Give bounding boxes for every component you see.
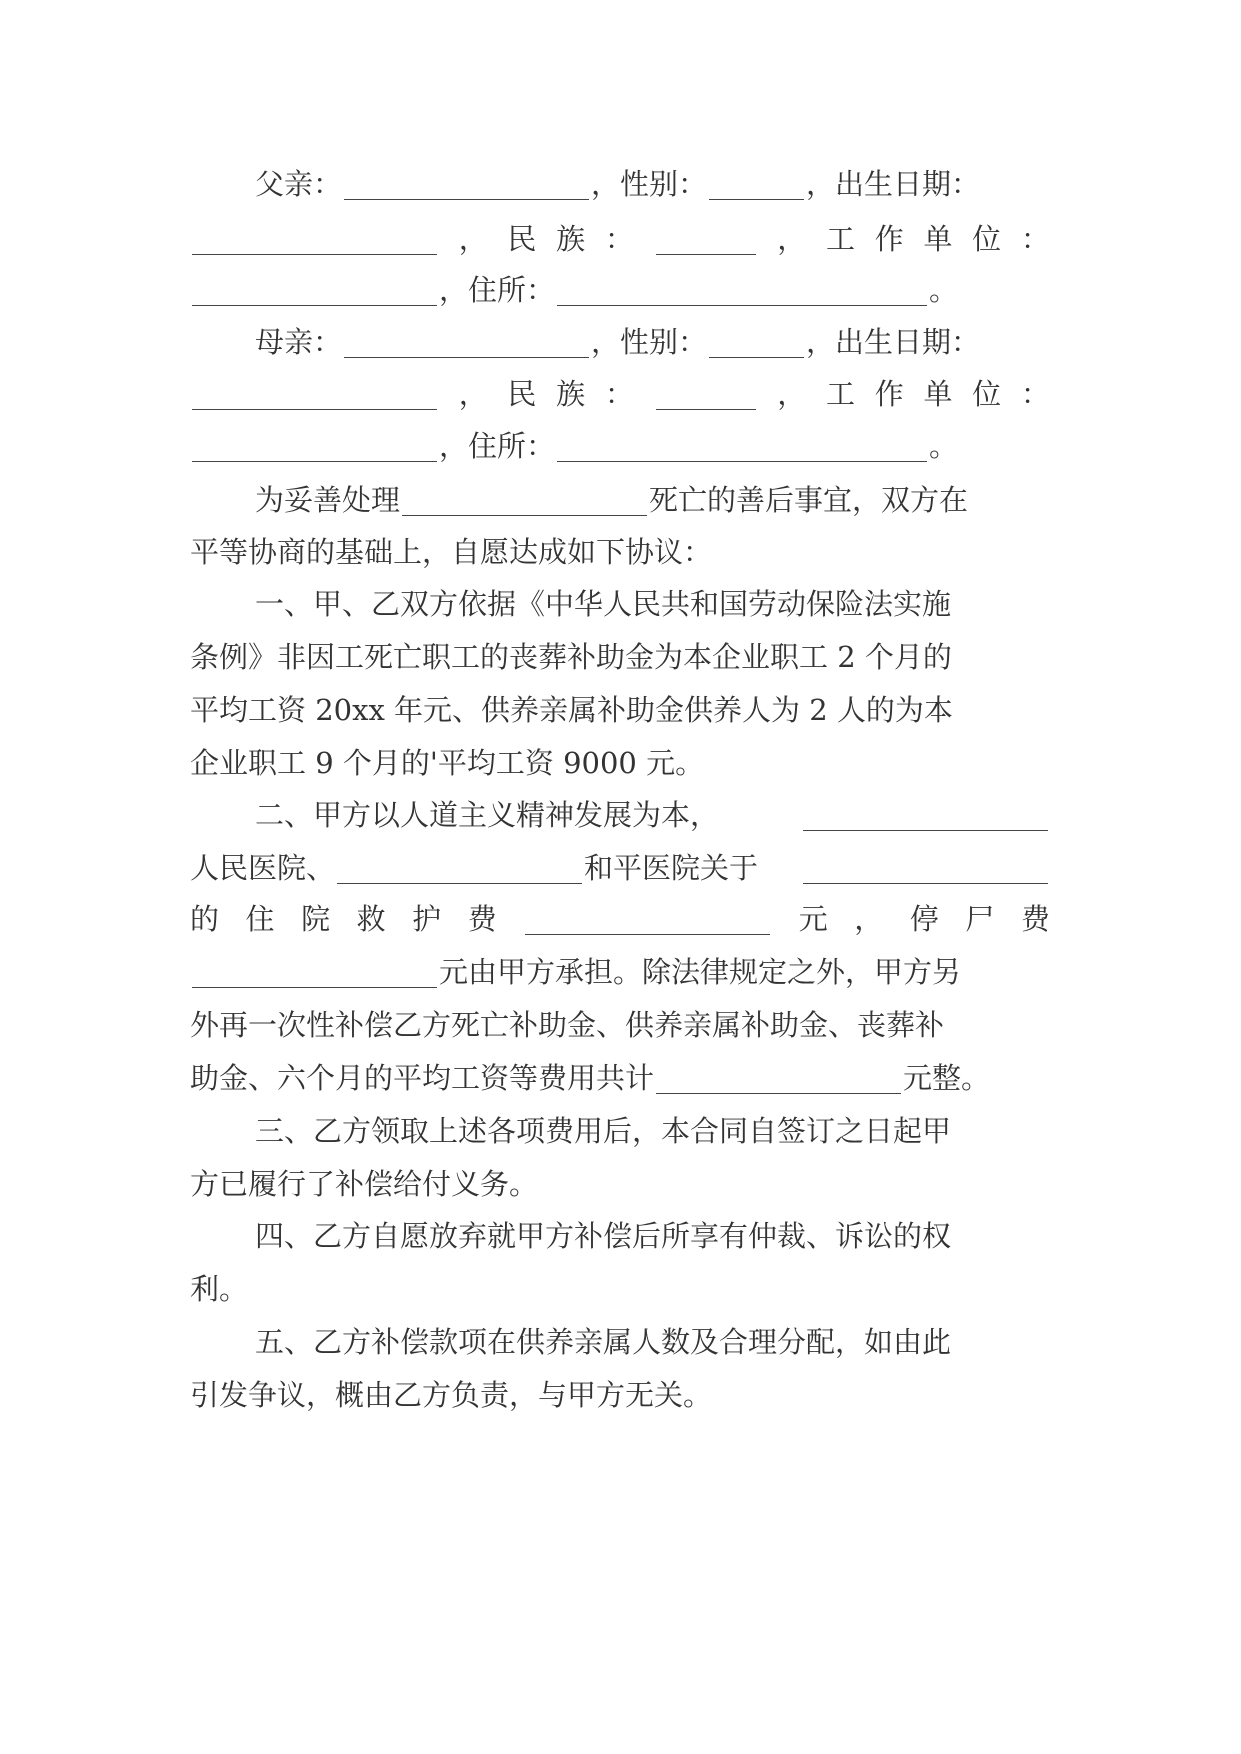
text: 作 xyxy=(874,377,904,411)
text: 引发争议，概由乙方负责，与甲方无关。 xyxy=(190,1378,713,1412)
clause2-line-6 xyxy=(190,1058,1050,1098)
father-line-3 xyxy=(190,270,1050,310)
clause1-line-4 xyxy=(190,743,1050,783)
mother-name-blank[interactable] xyxy=(344,327,589,358)
clause1-line-1 xyxy=(255,584,1050,624)
text: 利。 xyxy=(190,1272,249,1306)
text: 五、乙方补偿款项在供养亲属人数及合理分配，如由此 xyxy=(255,1325,952,1359)
father-address-label: ，住所： xyxy=(439,273,556,307)
mother-birth-label: ，出生日期： xyxy=(806,325,981,359)
text: 族 xyxy=(556,377,586,411)
text: 元由甲方承担。除法律规定之外，甲方另 xyxy=(439,955,962,989)
text: 企业职工 9 个月的'平均工资 9000 元。 xyxy=(190,746,705,780)
text: 助金、六个月的平均工资等费用共计 xyxy=(190,1061,655,1095)
text: 二、甲方以人道主义精神发展为本， xyxy=(255,798,720,832)
mother-birth-blank[interactable] xyxy=(192,379,437,410)
patient-name-blank[interactable] xyxy=(803,853,1048,884)
text: 费 xyxy=(1020,902,1050,936)
text: 为妥善处理 xyxy=(255,483,401,517)
text: 平等协商的基础上，自愿达成如下协议： xyxy=(190,535,713,569)
morgue-fee-blank[interactable] xyxy=(192,957,437,988)
mother-address-label: ，住所： xyxy=(439,429,556,463)
mother-line-2 xyxy=(190,374,1050,414)
father-label: 父亲： xyxy=(255,167,343,201)
text: 单 xyxy=(923,377,953,411)
text: ： xyxy=(1020,222,1050,256)
clause2-line-4 xyxy=(190,952,1050,992)
text: ， xyxy=(777,222,807,256)
text: 住 xyxy=(245,902,275,936)
clause5-line-2 xyxy=(190,1375,1050,1415)
text: 尸 xyxy=(965,902,995,936)
clause5-line-1 xyxy=(255,1322,1050,1362)
clause4-line-1 xyxy=(255,1216,1050,1256)
text: 院 xyxy=(301,902,331,936)
mother-line-3 xyxy=(190,426,1050,466)
text: ： xyxy=(604,222,634,256)
clause3-line-1 xyxy=(255,1111,1050,1151)
text: 三、乙方领取上述各项费用后，本合同自签订之日起甲 xyxy=(255,1114,952,1148)
father-gender-label: ，性别： xyxy=(591,167,708,201)
clause4-line-2 xyxy=(190,1269,1050,1309)
text: 平均工资 20xx 年元、供养亲属补助金供养人为 2 人的为本 xyxy=(190,693,953,727)
text: 单 xyxy=(923,222,953,256)
text: 作 xyxy=(874,222,904,256)
intro-line-2 xyxy=(190,532,1050,572)
mother-employer-blank[interactable] xyxy=(192,431,437,462)
text: 。 xyxy=(929,429,959,463)
clause1-line-3 xyxy=(190,690,1050,730)
text: 位 xyxy=(972,377,1002,411)
father-line-2 xyxy=(190,219,1050,259)
text: 工 xyxy=(826,222,856,256)
father-line-1 xyxy=(255,164,1050,204)
mother-gender-blank[interactable] xyxy=(709,327,804,358)
text: 外再一次性补偿乙方死亡补助金、供养亲属补助金、丧葬补 xyxy=(190,1008,945,1042)
clause2-line-2 xyxy=(190,848,1050,888)
mother-gender-label: ，性别： xyxy=(591,325,708,359)
father-name-blank[interactable] xyxy=(344,169,589,200)
text: ： xyxy=(1020,377,1050,411)
text: 的 xyxy=(190,902,220,936)
text: ， xyxy=(854,902,884,936)
text: 护 xyxy=(412,902,442,936)
mother-ethnicity-blank[interactable] xyxy=(656,379,756,410)
text: 民 xyxy=(507,222,537,256)
mother-address-blank[interactable] xyxy=(557,431,927,462)
text: ： xyxy=(604,377,634,411)
mother-label: 母亲： xyxy=(255,325,343,359)
mother-line-1 xyxy=(255,322,1050,362)
hospital-1-blank[interactable] xyxy=(803,800,1048,831)
text: 方已履行了补偿给付义务。 xyxy=(190,1167,539,1201)
text: ， xyxy=(777,377,807,411)
father-birth-label: ，出生日期： xyxy=(806,167,981,201)
text: 救 xyxy=(356,902,386,936)
clause3-line-2 xyxy=(190,1164,1050,1204)
text: ， xyxy=(458,377,488,411)
text: 人民医院、 xyxy=(190,851,336,885)
text: 。 xyxy=(929,273,959,307)
total-amount-blank[interactable] xyxy=(656,1063,901,1094)
text: 死亡的善后事宜，双方在 xyxy=(649,483,969,517)
text: 一、甲、乙双方依据《中华人民共和国劳动保险法实施 xyxy=(255,587,952,621)
treatment-fee-blank[interactable] xyxy=(525,904,770,935)
hospital-2-blank[interactable] xyxy=(337,853,582,884)
clause2-line-1 xyxy=(255,795,1050,835)
text: 族 xyxy=(556,222,586,256)
text: 条例》非因工死亡职工的丧葬补助金为本企业职工 2 个月的 xyxy=(190,640,952,674)
father-employer-blank[interactable] xyxy=(192,275,437,306)
text: 停 xyxy=(909,902,939,936)
deceased-name-blank[interactable] xyxy=(402,485,647,516)
clause1-line-2 xyxy=(190,637,1050,677)
text: 元 xyxy=(798,902,828,936)
father-address-blank[interactable] xyxy=(557,275,927,306)
text: 费 xyxy=(467,902,497,936)
text: 四、乙方自愿放弃就甲方补偿后所享有仲裁、诉讼的权 xyxy=(255,1219,952,1253)
text: 和平医院关于 xyxy=(584,851,759,885)
text: 民 xyxy=(507,377,537,411)
father-ethnicity-blank[interactable] xyxy=(656,224,756,255)
text: 位 xyxy=(972,222,1002,256)
father-gender-blank[interactable] xyxy=(709,169,804,200)
text: ， xyxy=(458,222,488,256)
father-birth-blank[interactable] xyxy=(192,224,437,255)
text: 工 xyxy=(826,377,856,411)
text: 元整。 xyxy=(903,1061,991,1095)
clause2-line-5 xyxy=(190,1005,1050,1045)
intro-line-1 xyxy=(255,480,1050,520)
clause2-line-3 xyxy=(190,899,1050,939)
